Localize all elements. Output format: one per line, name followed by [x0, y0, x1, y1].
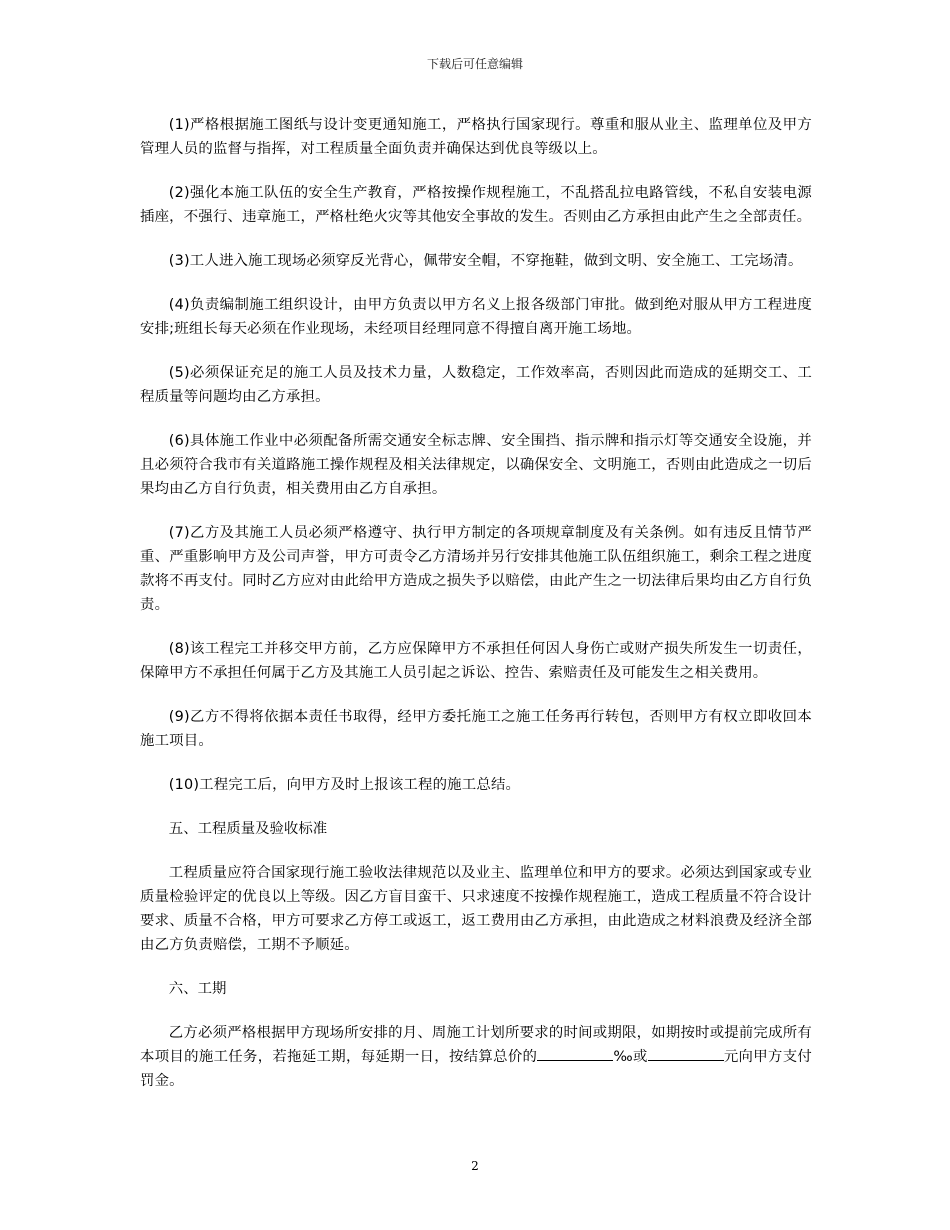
section-6-text-part1: 乙方必须严格根据甲方现场所安排的月、周施工计划所要求的时间或期限，如期按时或提前完成所有本项目的施工任务，若拖延工期，每延期一日，按结算总价的 — [140, 1025, 812, 1065]
page-header: 下载后可任意编辑 — [426, 57, 523, 71]
document-body — [140, 113, 812, 1113]
section-5-body: 工程质量应符合国家现行施工验收法律规范以及业主、监理单位和甲方的要求。必须达到国家或专业质量检验评定的优良以上等级。因乙方盲目蛮干、只求速度不按操作规程施工，造成工程质量不符合设计要求、质量不合格，甲方可要求乙方停工或返工，返工费用由乙方承担，由此造成之材料浪费及经济全部由乙方负责赔偿，工期不予顺延。 — [140, 865, 812, 953]
clause-8: (8)该工程完工并移交甲方前，乙方应保障甲方不承担任何因人身伤亡或财产损失所发生一切责任，保障甲方不承担任何属于乙方及其施工人员引起之诉讼、控告、索赔责任及可能发生之相关费用。 — [140, 641, 812, 681]
clause-1: (1)严格根据施工图纸与设计变更通知施工，严格执行国家现行。尊重和服从业主、监理单位及甲方管理人员的监督与指挥，对工程质量全面负责并确保达到优良等级以上。 — [140, 117, 812, 157]
penalty-rate-blank — [537, 1046, 613, 1061]
page-number: 2 — [471, 1159, 479, 1173]
clause-5: (5)必须保证充足的施工人员及技术力量，人数稳定，工作效率高，否则因此而造成的延期交工、工程质量等问题均由乙方承担。 — [140, 365, 812, 405]
clause-10: (10)工程完工后，向甲方及时上报该工程的施工总结。 — [168, 777, 521, 793]
section-6-body — [140, 1021, 812, 1093]
clause-4: (4)负责编制施工组织设计，由甲方负责以甲方名义上报各级部门审批。做到绝对服从甲方工程进度安排;班组长每天必须在作业现场，未经项目经理同意不得擅自离开施工场地。 — [140, 297, 812, 337]
section-6-text-part3: 元向甲方支付罚金。 — [140, 1049, 812, 1089]
section-5-heading: 五、工程质量及验收标准 — [168, 821, 328, 837]
clause-2: (2)强化本施工队伍的安全生产教育，严格按操作规程施工，不乱搭乱拉电路管线，不私自安装电源插座，不强行、违章施工，严格杜绝火灾等其他安全事故的发生。否则由乙方承担由此产生之全部责任。 — [140, 185, 812, 225]
clause-3: (3)工人进入施工现场必须穿反光背心，佩带安全帽，不穿拖鞋，做到文明、安全施工、工完场清。 — [168, 253, 803, 269]
clause-9: (9)乙方不得将依据本责任书取得，经甲方委托施工之施工任务再行转包，否则甲方有权立即收回本施工项目。 — [140, 709, 812, 749]
penalty-amount-blank — [648, 1046, 724, 1061]
clause-6: (6)具体施工作业中必须配备所需交通安全标志牌、安全围挡、指示牌和指示灯等交通安全设施，并且必须符合我市有关道路施工操作规程及相关法律规定，以确保安全、文明施工，否则由此造成之一切后果均由乙方自行负责，相关费用由乙方自承担。 — [140, 433, 812, 497]
section-6-heading: 六、工期 — [168, 981, 227, 997]
clause-7: (7)乙方及其施工人员必须严格遵守、执行甲方制定的各项规章制度及有关条例。如有违反且情节严重、严重影响甲方及公司声誉，甲方可责令乙方清场并另行安排其他施工队伍组织施工，剩余工程之进度款将不再支付。同时乙方应对由此给甲方造成之损失予以赔偿，由此产生之一切法律后果均由乙方自行负责。 — [140, 525, 812, 613]
section-6-text-part2: ‰或 — [613, 1049, 648, 1065]
